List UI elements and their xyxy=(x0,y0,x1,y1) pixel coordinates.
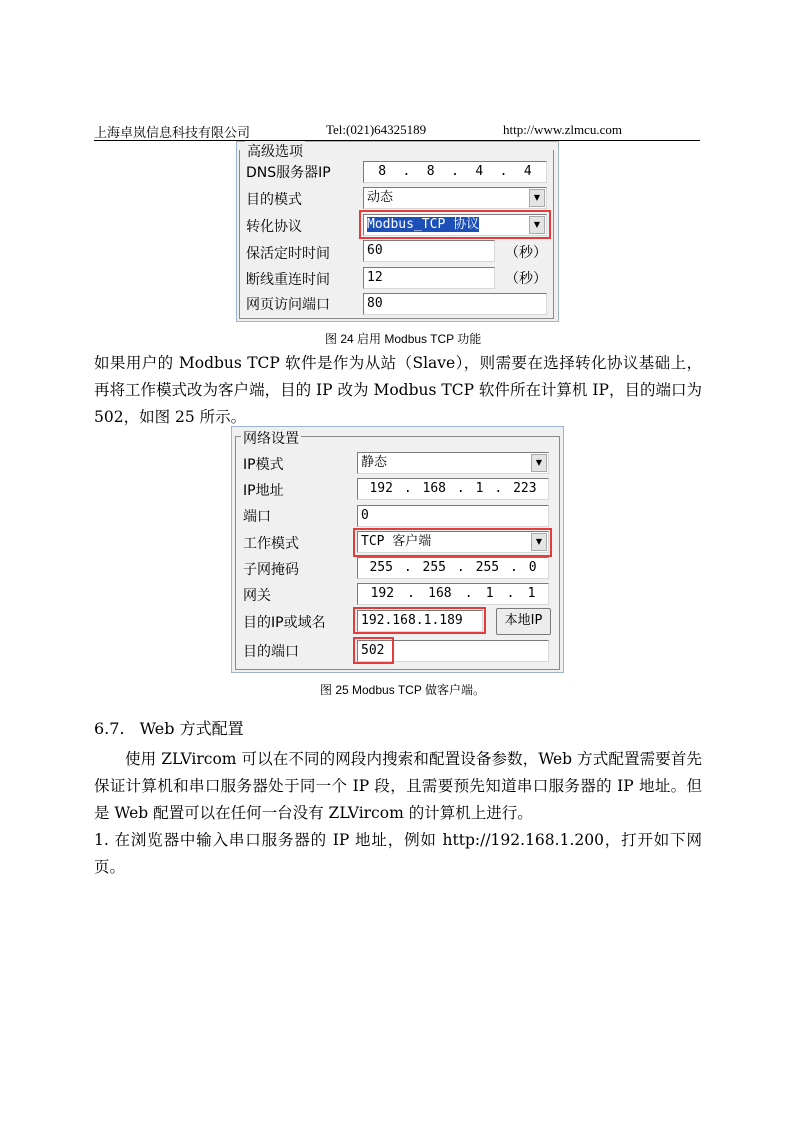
ip-octet: 255 xyxy=(475,560,500,575)
advanced-options-panel xyxy=(236,141,559,322)
ip-dot: . xyxy=(403,560,412,575)
reconnect-label: 断线重连时间 xyxy=(246,272,330,288)
highlight-box-dest-ip xyxy=(353,607,486,634)
local-ip-button[interactable]: 本地IP xyxy=(496,608,551,635)
ip-dot: . xyxy=(506,586,515,601)
chevron-down-icon[interactable]: ▼ xyxy=(529,216,545,234)
gateway-label: 网关 xyxy=(243,588,271,604)
ip-octet: 192 xyxy=(369,481,393,496)
ip-dot: . xyxy=(402,164,411,179)
ip-address-label: IP地址 xyxy=(243,483,284,499)
header-url: http://www.zlmcu.com xyxy=(503,122,623,137)
highlight-box-dest-port xyxy=(353,637,394,664)
dest-mode-value: 动态 xyxy=(367,190,394,205)
ip-mode-label: IP模式 xyxy=(243,457,284,473)
dns-ip-input[interactable] xyxy=(363,161,547,183)
ip-octet: 1 xyxy=(527,586,536,601)
section-heading xyxy=(94,716,244,739)
ip-dot: . xyxy=(510,560,518,575)
chevron-down-icon[interactable]: ▼ xyxy=(531,533,547,551)
dest-port-input[interactable]: 502 xyxy=(357,640,549,662)
port-label: 端口 xyxy=(243,509,271,525)
web-port-input[interactable]: 80 xyxy=(363,293,547,315)
gateway-input[interactable] xyxy=(357,583,549,605)
reconnect-unit: （秒） xyxy=(505,271,547,287)
paragraph-step-1: 1. 在浏览器中输入串口服务器的 IP 地址，例如 http://192.168.1.200，打开如下网页。 xyxy=(94,831,702,876)
ip-octet: 1 xyxy=(475,481,484,496)
ip-octet: 168 xyxy=(422,481,447,496)
ip-dot: . xyxy=(499,164,508,179)
ip-octet: 192 xyxy=(370,586,395,601)
port-input[interactable]: 0 xyxy=(357,505,549,527)
subnet-mask-label: 子网掩码 xyxy=(243,562,299,578)
keepalive-input[interactable]: 60 xyxy=(363,240,495,262)
ip-dot: . xyxy=(494,481,503,496)
protocol-label: 转化协议 xyxy=(246,219,302,235)
highlight-box-work-mode xyxy=(353,528,552,557)
ip-octet: 8 xyxy=(378,164,387,179)
ip-dot: . xyxy=(407,586,415,601)
work-mode-label: 工作模式 xyxy=(243,536,299,552)
dest-ip-label: 目的IP或域名 xyxy=(243,615,326,631)
ip-octet: 4 xyxy=(523,164,532,179)
figure25-caption: 图 25 Modbus TCP 做客户端。 xyxy=(320,683,485,697)
ip-octet: 255 xyxy=(422,560,447,575)
ip-octet: 8 xyxy=(426,164,435,179)
keepalive-unit: （秒） xyxy=(505,245,547,261)
ip-mode-value: 静态 xyxy=(361,455,388,470)
figure24-caption: 图 24 启用 Modbus TCP 功能 xyxy=(325,332,482,346)
ip-dot: . xyxy=(403,481,412,496)
section-title: Web 方式配置 xyxy=(139,719,244,738)
chevron-down-icon[interactable]: ▼ xyxy=(531,454,547,472)
ip-octet: 1 xyxy=(485,586,494,601)
subnet-mask-input[interactable] xyxy=(357,557,549,579)
ip-dot: . xyxy=(451,164,459,179)
advanced-options-title: 高级选项 xyxy=(245,141,305,161)
dest-mode-label: 目的模式 xyxy=(246,192,302,208)
paragraph-web-config: 使用 ZLVircom 可以在不同的网段内搜索和配置设备参数，Web 方式配置需要首先保证计算机和串口服务器处于同一个 IP 段，且需要预先知道串口服务器的 IP 地址。但是 Web 配置可以在任何一台没有 ZLVircom 的计算机上进行。 xyxy=(94,750,702,822)
work-mode-value: TCP 客户端 xyxy=(361,534,432,549)
ip-dot: . xyxy=(456,560,465,575)
highlight-box-protocol xyxy=(359,210,551,239)
chevron-down-icon[interactable]: ▼ xyxy=(529,189,545,207)
dest-port-label: 目的端口 xyxy=(243,644,299,660)
ip-octet: 223 xyxy=(513,481,537,496)
ip-dot: . xyxy=(456,481,465,496)
ip-dot: . xyxy=(464,586,473,601)
protocol-value: Modbus_TCP 协议 xyxy=(367,217,480,232)
dns-label: DNS服务器IP xyxy=(246,165,331,181)
header-tel: Tel:(021)64325189 xyxy=(326,122,427,137)
ip-octet: 0 xyxy=(528,560,537,575)
ip-mode-select[interactable] xyxy=(357,452,549,474)
dest-ip-input[interactable]: 192.168.1.189 xyxy=(357,610,483,632)
ip-address-input[interactable] xyxy=(357,478,549,500)
ip-octet: 255 xyxy=(369,560,393,575)
header-company: 上海卓岚信息科技有限公司 xyxy=(94,125,251,140)
web-port-label: 网页访问端口 xyxy=(246,297,330,313)
ip-octet: 168 xyxy=(428,586,452,601)
network-settings-title: 网络设置 xyxy=(241,428,301,448)
section-number: 6.7. xyxy=(94,719,125,738)
paragraph-slave-mode: 如果用户的 Modbus TCP 软件是作为从站（Slave），则需要在选择转化协议基础上，再将工作模式改为客户端，目的 IP 改为 Modbus TCP 软件所在计算机 IP，目的端口为 502，如图 25 所示。 xyxy=(94,354,702,426)
ip-octet: 4 xyxy=(475,164,484,179)
dest-mode-select[interactable] xyxy=(363,187,547,209)
keepalive-label: 保活定时时间 xyxy=(246,246,330,262)
reconnect-input[interactable]: 12 xyxy=(363,267,495,289)
network-settings-panel xyxy=(231,426,564,673)
